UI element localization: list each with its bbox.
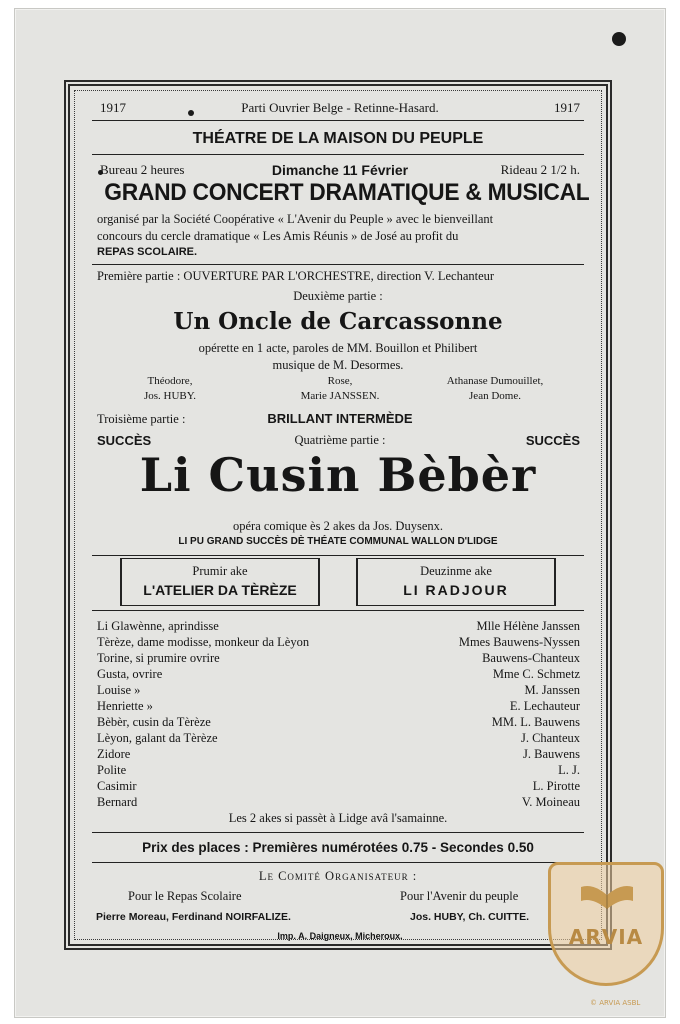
play1-subtitle2: musique de M. Desormes. (272, 358, 404, 372)
cast-role: Louise » (97, 683, 141, 697)
committee-right-label: Pour l'Avenir du peuple (400, 889, 519, 903)
watermark-copyright: © ARVIA ASBL (590, 999, 641, 1007)
divider (92, 555, 584, 556)
cast-role: Lèyon, galant da Tèrèze (97, 731, 218, 745)
committee-right-names: Jos. HUBY, Ch. CUITTE. (410, 911, 530, 923)
cast-role: Casimir (97, 779, 137, 793)
arvia-name: ARVIA (568, 925, 644, 949)
bureau-time: Bureau 2 heures (100, 162, 185, 177)
performance-note: Les 2 akes si passèt à Lidge avâ l'samainne. (228, 811, 448, 825)
succes-left: SUCCÈS (97, 433, 152, 448)
year-left: 1917 (100, 100, 126, 115)
part2-label: Deuxième partie : (293, 289, 383, 303)
play1-actor: Jos. HUBY. (143, 390, 197, 402)
book-icon (577, 879, 637, 915)
cast-actor: Mme C. Schmetz (492, 667, 580, 681)
cast-role: Polite (97, 763, 127, 777)
organisers-line2: concours du cercle dramatique « Les Amis Réunis » de José au profit du (97, 229, 459, 243)
cast-role: Bernard (97, 795, 138, 809)
play2-success-line: LI PU GRAND SUCCÈS DÈ THÉATE COMMUNAL WALLON D'LIDGE (178, 536, 498, 547)
cast-actor: V. Moineau (521, 795, 580, 809)
cast-role: Li Glawènne, aprindisse (97, 619, 219, 633)
cast-actor: J. Bauwens (523, 747, 580, 761)
play1-role: Athanase Dumouillet, (446, 375, 544, 387)
act2-title: LI RADJOUR (403, 582, 509, 598)
play1-role: Rose, (327, 375, 353, 387)
play1-title: Un Oncle de Carcassonne (173, 308, 503, 335)
act2-label: Deuzinme ake (420, 564, 492, 578)
act1-title: L'ATELIER DA TÈRÈZE (143, 582, 297, 598)
party-line: Parti Ouvrier Belge - Retinne-Hasard. (241, 100, 439, 115)
cast-actor: Bauwens-Chanteux (482, 651, 580, 665)
divider (92, 610, 584, 611)
cast-role: Gusta, ovrire (97, 667, 163, 681)
divider (92, 120, 584, 121)
committee-left-names: Pierre Moreau, Ferdinand NOIRFALIZE. (96, 911, 291, 923)
cast-actor: L. J. (558, 763, 580, 777)
part4-label: Quatrième partie : (294, 433, 386, 447)
main-title: GRAND CONCERT DRAMATIQUE & MUSICAL (104, 179, 590, 206)
event-date: Dimanche 11 Février (271, 162, 409, 178)
rideau-time: Rideau 2 1/2 h. (500, 162, 580, 177)
part3-title: BRILLANT INTERMÈDE (267, 411, 413, 426)
cast-actor: J. Chanteux (520, 731, 580, 745)
divider (92, 264, 584, 265)
divider (92, 862, 584, 863)
organisers-line3: REPAS SCOLAIRE. (97, 246, 198, 258)
divider (92, 154, 584, 155)
arvia-logo (548, 862, 664, 986)
cast-role: Bèbèr, cusin da Tèrèze (97, 715, 211, 729)
cast-role: Torine, si prumire ovrire (97, 651, 220, 665)
cast-role: Zidore (97, 747, 131, 761)
cast-actor: MM. L. Bauwens (491, 715, 580, 729)
year-right: 1917 (554, 100, 580, 115)
committee-left-label: Pour le Repas Scolaire (128, 889, 242, 903)
act1-label: Prumir ake (192, 564, 248, 578)
cast-role: Tèrèze, dame modisse, monkeur da Lèyon (97, 635, 310, 649)
cast-actor: Mmes Bauwens-Nyssen (458, 635, 580, 649)
ticket-prices: Prix des places : Premières numérotées 0.75 - Secondes 0.50 (142, 840, 534, 855)
play1-role: Théodore, (147, 375, 193, 387)
part3-label: Troisième partie : (97, 412, 186, 426)
cast-actor: M. Janssen (524, 683, 580, 697)
printer-credit: Imp. A. Daigneux, Micheroux. (277, 931, 403, 941)
play1-subtitle1: opérette en 1 acte, paroles de MM. Bouillon et Philibert (198, 341, 478, 355)
part1-line: Première partie : OUVERTURE PAR L'ORCHESTRE, direction V. Lechanteur (97, 269, 495, 283)
ink-stain (612, 32, 626, 46)
committee-heading: Le Comité Organisateur : (258, 869, 418, 883)
play1-actor: Jean Dome. (469, 390, 521, 402)
organisers-line1: organisé par la Société Coopérative « L'Avenir du Peuple » avec le bienveillant (97, 212, 494, 226)
cast-role: Henriette » (97, 699, 153, 713)
cast-actor: E. Lechauteur (509, 699, 580, 713)
cast-actor: L. Pirotte (532, 779, 580, 793)
cast-actor: Mlle Hélène Janssen (476, 619, 580, 633)
play2-title: Li Cusin Bèbèr (139, 448, 537, 502)
venue-title: THÉATRE DE LA MAISON DU PEUPLE (192, 130, 484, 147)
divider (92, 832, 584, 833)
play2-subtitle: opéra comique ès 2 akes da Jos. Duysenx. (232, 519, 444, 533)
succes-right: SUCCÈS (525, 433, 580, 448)
play1-actor: Marie JANSSEN. (300, 390, 380, 402)
